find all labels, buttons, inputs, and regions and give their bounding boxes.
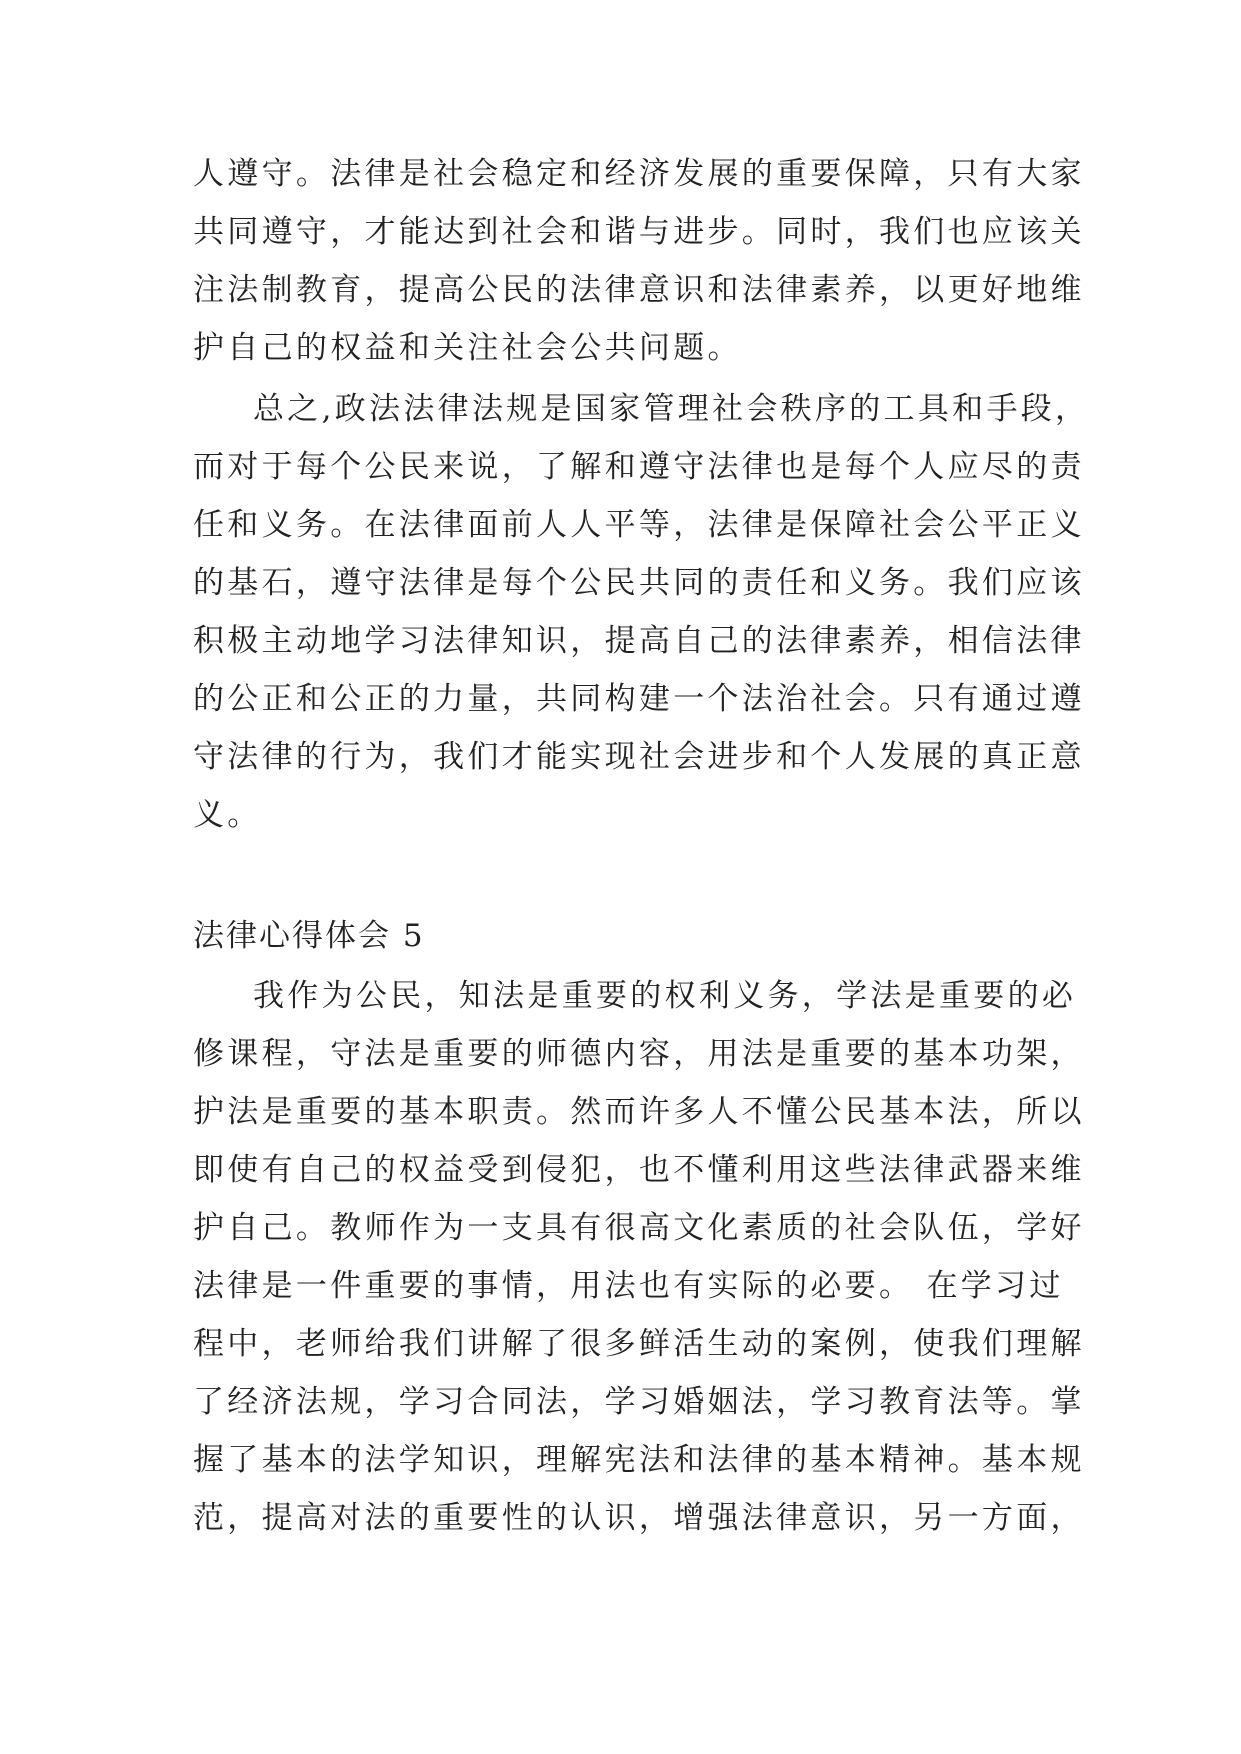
text-line: 法律是一件重要的事情，用法也有实际的必要。 在学习过 <box>193 1268 1064 1304</box>
text-line: 范，提高对法的重要性的认识，增强法律意识，另一方面， <box>193 1500 1085 1536</box>
text-line: 的公正和公正的力量，共同构建一个法治社会。只有通过遵 <box>193 681 1085 717</box>
text-line: 握了基本的法学知识，理解宪法和法律的基本精神。基本规 <box>193 1442 1085 1478</box>
text-line: 的基石，遵守法律是每个公民共同的责任和义务。我们应该 <box>193 565 1085 601</box>
text-line: 护法是重要的基本职责。然而许多人不懂公民基本法，所以 <box>193 1094 1085 1130</box>
text-line: 程中，老师给我们讲解了很多鲜活生动的案例，使我们理解 <box>193 1326 1085 1362</box>
text-line: 护自己。教师作为一支具有很高文化素质的社会队伍，学好 <box>193 1210 1085 1246</box>
text-line: 护自己的权益和关注社会公共问题。 <box>193 330 742 366</box>
text-line: 积极主动地学习法律知识，提高自己的法律素养，相信法律 <box>193 623 1085 659</box>
text-line: 了经济法规，学习合同法，学习婚姻法，学习教育法等。掌 <box>193 1384 1085 1420</box>
text-line: 即使有自己的权益受到侵犯，也不懂利用这些法律武器来维 <box>193 1152 1085 1188</box>
text-line: 共同遵守，才能达到社会和谐与进步。同时，我们也应该关 <box>193 214 1085 250</box>
text-line: 注法制教育，提高公民的法律意识和法律素养，以更好地维 <box>193 272 1085 308</box>
text-line: 总之,政法法律法规是国家管理社会秩序的工具和手段， <box>253 391 1090 427</box>
text-line: 义。 <box>193 797 262 833</box>
text-line: 修课程，守法是重要的师德内容，用法是重要的基本功架， <box>193 1036 1085 1072</box>
text-line: 守法律的行为，我们才能实现社会进步和个人发展的真正意 <box>193 739 1085 775</box>
section-heading: 法律心得体会 5 <box>193 918 425 954</box>
text-line: 我作为公民，知法是重要的权利义务，学法是重要的必 <box>253 978 1077 1014</box>
text-line: 而对于每个公民来说，了解和遵守法律也是每个人应尽的责 <box>193 449 1085 485</box>
text-line: 任和义务。在法律面前人人平等，法律是保障社会公平正义 <box>193 507 1085 543</box>
text-line: 人遵守。法律是社会稳定和经济发展的重要保障，只有大家 <box>193 156 1085 192</box>
